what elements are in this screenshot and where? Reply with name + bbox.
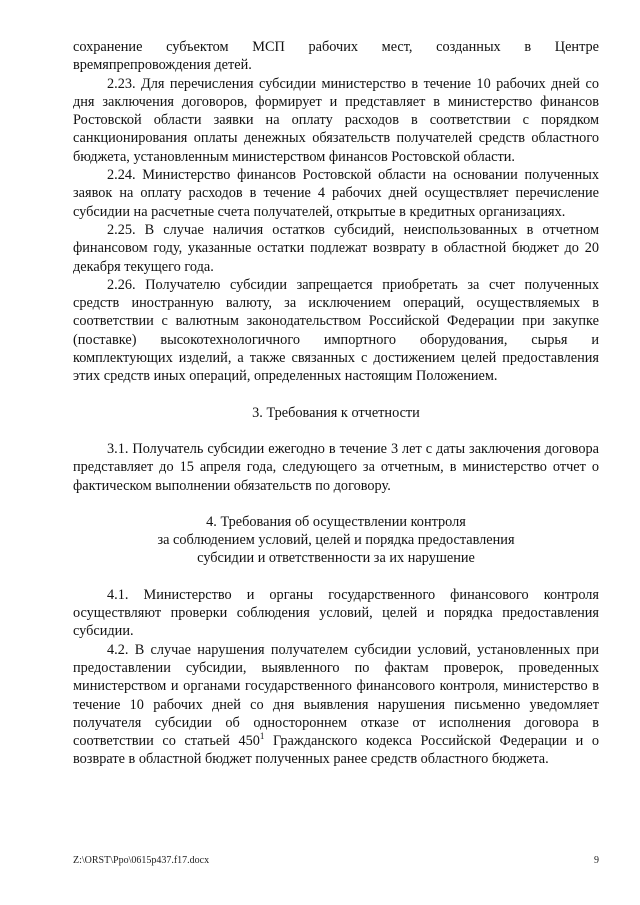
paragraph-2-26: 2.26. Получателю субсидии запрещается приобретать за счет полученных средств иностранную валюту, за исключением операций, осуществляемых в соответствии с валютным законодательством Российской Федерации при закупке (поставке) высокотехнологичного импортного оборудования, сырья и комплектующих изделий, а также связанных с достижением целей предоставления этих средств иных операций, определенных настоящим Положением.: [73, 276, 599, 385]
paragraph-3-1: 3.1. Получатель субсидии ежегодно в течение 3 лет с даты заключения договора представляет до 15 апреля года, следующего за отчетным, в министерство отчет о фактическом выполнении обязательств по договору.: [73, 440, 599, 494]
paragraph-4-2-text-end: Гражданского кодекса Российской Федерации и о возврате в областной бюджет полученных ранее средств областного бюджета.: [73, 733, 599, 768]
page-number: 9: [594, 855, 599, 866]
paragraph-continuation: сохранение субъектом МСП рабочих мест, созданных в Центре времяпрепровождения детей.: [73, 39, 599, 74]
section-4-heading-line: за соблюдением условий, целей и порядка предоставления: [157, 532, 515, 549]
section-3-heading: 3. Требования к отчетности: [252, 404, 420, 421]
section-4-heading: [73, 513, 599, 568]
paragraph-4-2: [73, 641, 599, 769]
paragraph-2-24: 2.24. Министерство финансов Ростовской области на основании полученных заявок на оплату расходов в течение 4 рабочих дней осуществляет перечисление субсидии на расчетные счета получателей, открытые в кредитных организациях.: [73, 167, 599, 220]
document-page: [73, 38, 599, 769]
paragraph-2-23: 2.23. Для перечисления субсидии министерство в течение 10 рабочих дней со дня заключения договоров, формирует и представляет в министерство финансов Ростовской области заявки на оплату расходов в соответствии с порядком санкционирования оплаты денежных обязательств получателей средств областного бюджета, установленным министерством финансов Ростовской области.: [73, 75, 599, 165]
article-superscript: 1: [259, 731, 265, 742]
section-4-heading-line: 4. Требования об осуществлении контроля: [206, 513, 466, 530]
section-4-heading-line: субсидии и ответственности за их нарушение: [197, 550, 475, 567]
paragraph-2-25: 2.25. В случае наличия остатков субсидий, неиспользованных в отчетном финансовом году, указанные остатки подлежат возврату в областной бюджет до 20 декабря текущего года.: [73, 221, 599, 275]
footer-file-path: Z:\ORST\Ppo\0615p437.f17.docx: [73, 855, 210, 866]
paragraph-4-2-text: 4.2. В случае нарушения получателем субсидии условий, установленных при предоставлении субсидии, выявленного по фактам проверок, проведенных министерством и органами государственного финансового контроля, министерство в течение 10 рабочих дней со дня выявления нарушения письменно уведомляет получателя субсидии об одностороннем отказе от исполнения договора в соответствии со статьей 450: [73, 641, 599, 750]
paragraph-4-1: 4.1. Министерство и органы государственного финансового контроля осуществляют проверки соблюдения условий, целей и порядка предоставления субсидии.: [73, 586, 599, 640]
